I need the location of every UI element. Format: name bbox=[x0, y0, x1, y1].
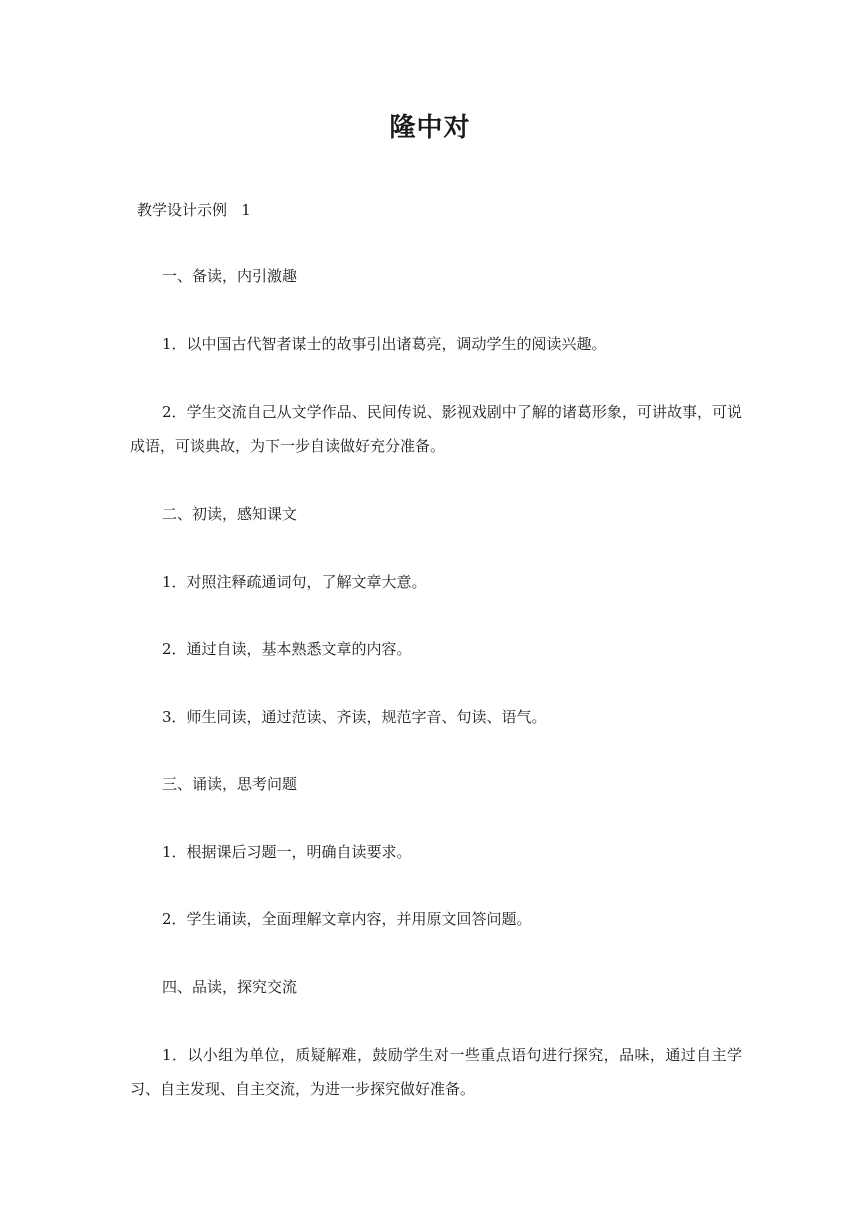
paragraph: 1．以小组为单位，质疑解难，鼓励学生对一些重点语句进行探究，品味，通过自主学习、自主发现、自主交流，为进一步探究做好准备。 bbox=[130, 1046, 742, 1098]
document-subtitle: 教学设计示例 1 bbox=[137, 201, 251, 219]
paragraph: 2．学生交流自己从文学作品、民间传说、影视戏剧中了解的诸葛形象，可讲故事，可说成语，可谈典故，为下一步自读做好充分准备。 bbox=[130, 403, 742, 455]
document-title: 隆中对 bbox=[389, 113, 471, 143]
paragraph: 1．根据课后习题一，明确自读要求。 bbox=[162, 843, 412, 861]
section-heading: 一、备读，内引激趣 bbox=[162, 267, 298, 285]
paragraph: 2．通过自读，基本熟悉文章的内容。 bbox=[162, 640, 412, 658]
paragraph: 1．对照注释疏通词句，了解文章大意。 bbox=[162, 573, 427, 591]
paragraph: 1．以中国古代智者谋士的故事引出诸葛亮，调动学生的阅读兴趣。 bbox=[162, 335, 607, 353]
section-heading: 二、初读，感知课文 bbox=[162, 505, 298, 523]
section-heading: 三、诵读，思考问题 bbox=[162, 775, 298, 793]
paragraph: 2．学生诵读，全面理解文章内容，并用原文回答问题。 bbox=[162, 910, 532, 928]
paragraph: 3．师生同读，通过范读、齐读，规范字音、句读、语气。 bbox=[162, 708, 547, 726]
section-heading: 四、品读，探究交流 bbox=[162, 978, 298, 996]
